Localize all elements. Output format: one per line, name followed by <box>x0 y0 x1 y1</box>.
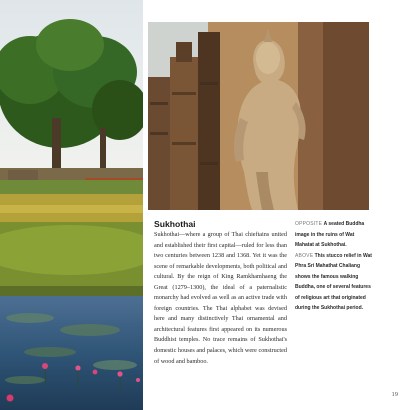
article-body: Sukhothai—where a group of Thai chieftains united and established their first capital—ruled for less than two centuries between 1238 and 1368. Yet it was the scene of remarkable developments, both political and cultural. By the reign of King Ramkhamhaeng the Great (1279–1300), the ideal of a paternalistic monarchy had evolved as well as an active trade with foreign countries. The Thai alphabet was devised here and many distinctively Thai ornamental and architectural features first appeared on its numerous Buddhist temples. No trace remains of Sukhothai's domestic houses and palaces, which were constructed of wood and bamboo. <box>154 231 287 365</box>
photo-captions <box>295 219 373 314</box>
caption-above <box>295 251 373 314</box>
page-number: 19 <box>391 391 398 398</box>
caption-opposite <box>295 219 373 251</box>
caption-text: This stucco relief in Wat Phra Sri Mahathat Chaliang shows the famous walking Buddha, one of several features of religious art that originated during the Sukhothai period. <box>295 252 372 311</box>
caption-text: A seated Buddha image in the ruins of Wat Mahatat at Sukhothai. <box>295 221 365 248</box>
park-lotus-pond-photo <box>0 0 143 410</box>
caption-key: OPPOSITE <box>295 221 323 227</box>
section-heading: Sukhothai <box>154 219 196 229</box>
walking-buddha-relief-photo <box>148 22 369 210</box>
caption-key: ABOVE <box>295 252 314 259</box>
